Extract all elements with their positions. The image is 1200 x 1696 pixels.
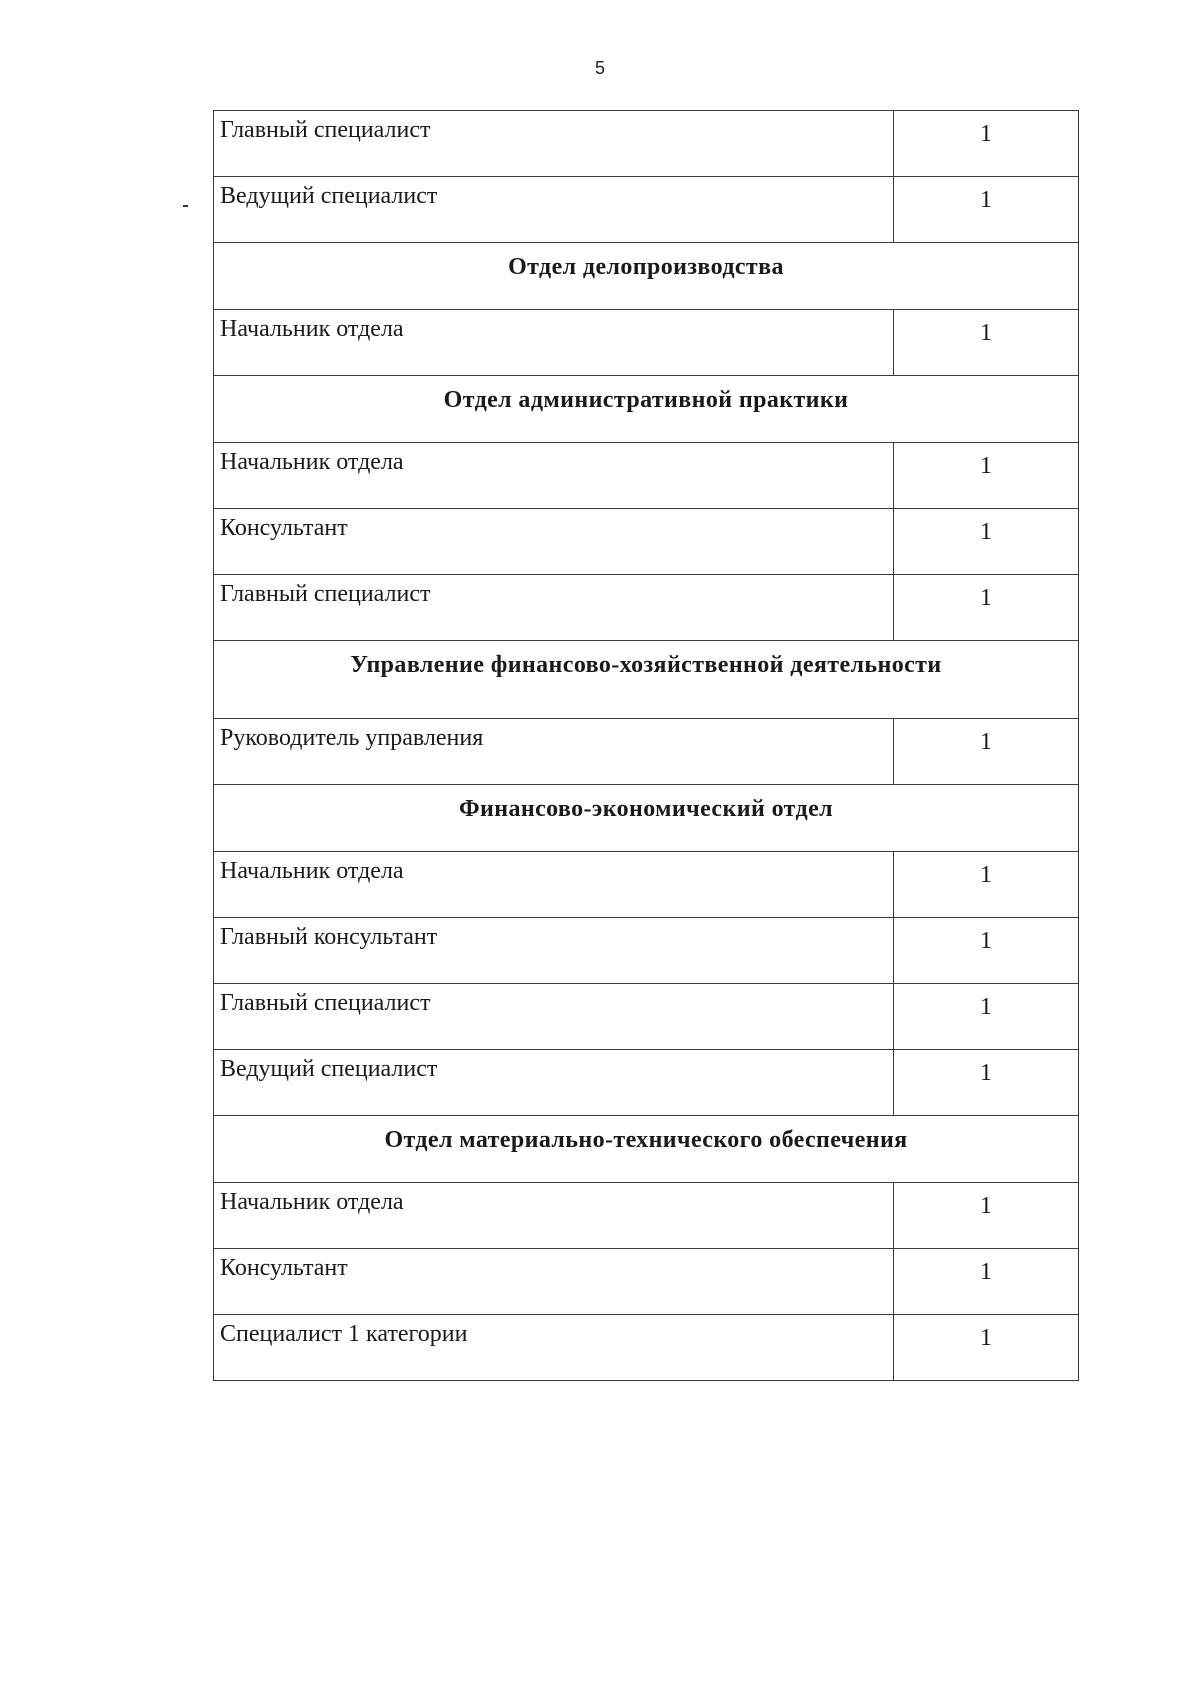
table-row	[214, 918, 1079, 984]
position-count: 1	[894, 1315, 1079, 1381]
department-heading: Управление финансово-хозяйственной деятельности	[214, 641, 1079, 719]
staff-table	[213, 110, 1079, 1381]
position-name: Специалист 1 категории	[214, 1315, 894, 1381]
position-name: Начальник отдела	[214, 310, 894, 376]
position-count: 1	[894, 1183, 1079, 1249]
table-row	[214, 1249, 1079, 1315]
department-heading-row	[214, 243, 1079, 310]
position-name: Руководитель управления	[214, 719, 894, 785]
table-row	[214, 984, 1079, 1050]
table-row	[214, 1315, 1079, 1381]
position-name: Начальник отдела	[214, 1183, 894, 1249]
department-heading-row	[214, 1116, 1079, 1183]
position-name: Главный специалист	[214, 984, 894, 1050]
table-row	[214, 719, 1079, 785]
department-heading: Финансово-экономический отдел	[214, 785, 1079, 852]
position-name: Начальник отдела	[214, 443, 894, 509]
position-name: Главный специалист	[214, 575, 894, 641]
position-count: 1	[894, 852, 1079, 918]
position-name: Главный специалист	[214, 111, 894, 177]
table-row	[214, 111, 1079, 177]
position-name: Ведущий специалист	[214, 1050, 894, 1116]
scan-mark	[183, 205, 188, 207]
table-row	[214, 443, 1079, 509]
department-heading-row	[214, 376, 1079, 443]
position-count: 1	[894, 719, 1079, 785]
position-name: Начальник отдела	[214, 852, 894, 918]
position-count: 1	[894, 1050, 1079, 1116]
table-row	[214, 575, 1079, 641]
position-count: 1	[894, 575, 1079, 641]
table-row	[214, 509, 1079, 575]
position-count: 1	[894, 177, 1079, 243]
position-count: 1	[894, 984, 1079, 1050]
table-row	[214, 1183, 1079, 1249]
position-name: Ведущий специалист	[214, 177, 894, 243]
position-count: 1	[894, 310, 1079, 376]
position-count: 1	[894, 1249, 1079, 1315]
table-row	[214, 1050, 1079, 1116]
department-heading: Отдел делопроизводства	[214, 243, 1079, 310]
department-heading: Отдел материально-технического обеспечения	[214, 1116, 1079, 1183]
position-name: Консультант	[214, 509, 894, 575]
table-row	[214, 177, 1079, 243]
position-count: 1	[894, 443, 1079, 509]
position-name: Консультант	[214, 1249, 894, 1315]
staff-table-body	[214, 111, 1079, 1381]
position-count: 1	[894, 918, 1079, 984]
department-heading-row	[214, 641, 1079, 719]
page-number: 5	[594, 58, 605, 78]
position-count: 1	[894, 509, 1079, 575]
table-row	[214, 310, 1079, 376]
position-name: Главный консультант	[214, 918, 894, 984]
position-count: 1	[894, 111, 1079, 177]
department-heading-row	[214, 785, 1079, 852]
department-heading: Отдел административной практики	[214, 376, 1079, 443]
table-row	[214, 852, 1079, 918]
